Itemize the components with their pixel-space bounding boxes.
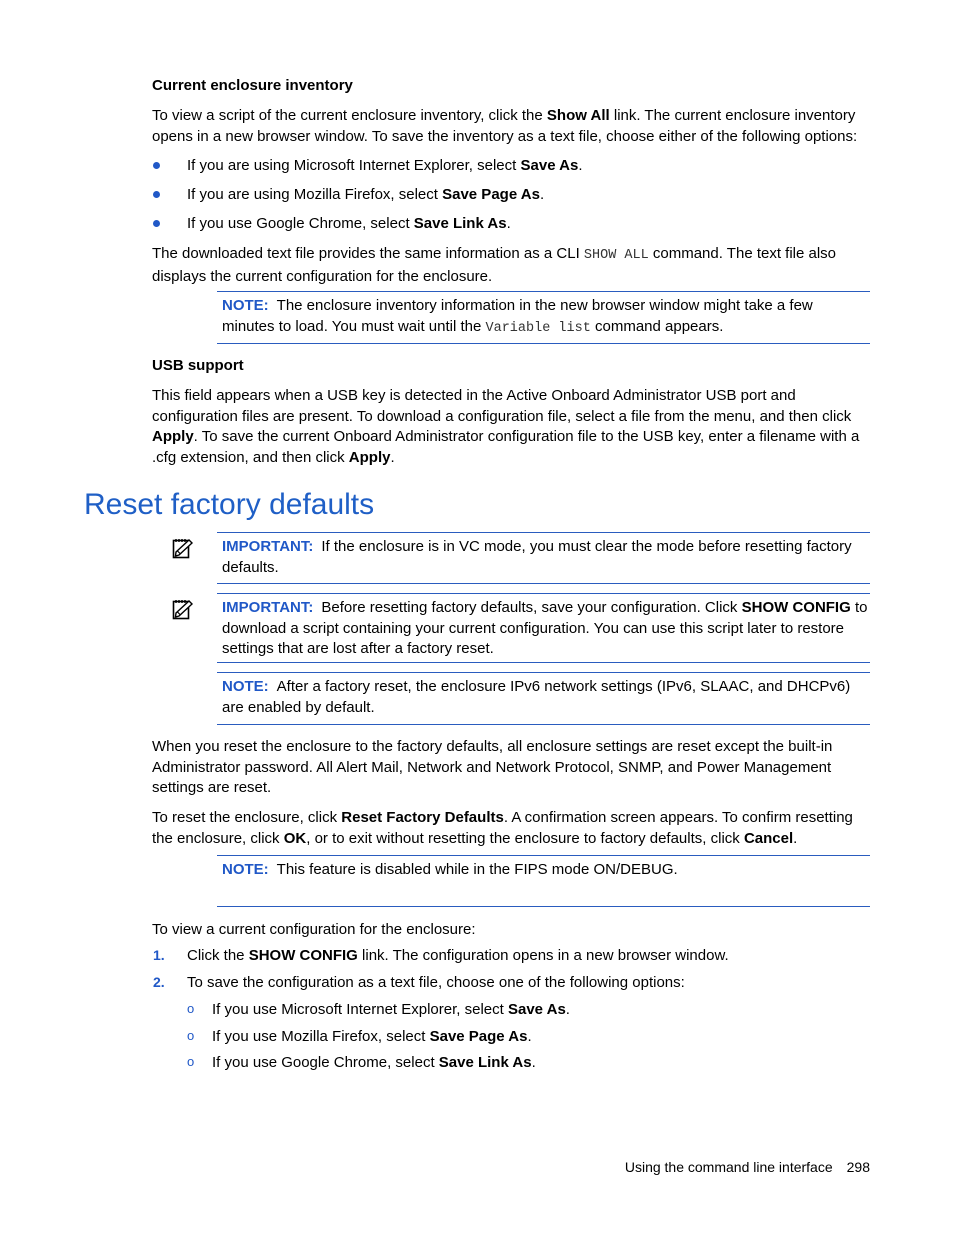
footer-text: Using the command line interface [624, 1159, 833, 1175]
ok-term: OK [283, 829, 307, 847]
note-label: NOTE: [222, 297, 269, 314]
section-heading-usb: USB support [152, 357, 244, 374]
cancel-term: Cancel [743, 829, 794, 847]
step-item: To save the configuration as a text file, choose one of the following options: [187, 974, 685, 991]
note-ipv6: NOTE: After a factory reset, the enclosure IPv6 network settings (IPv6, SLAAC, and DHCPv6) are enabled by default. [222, 678, 851, 716]
list-item: If you are using Microsoft Internet Explorer, select Save As. [187, 157, 583, 174]
page-footer [625, 1159, 870, 1175]
note-rule-bottom [217, 906, 870, 907]
sub-bullet-marker: o [187, 1054, 195, 1069]
show-all-term: Show All [546, 107, 610, 124]
page-title: Reset factory defaults [84, 488, 375, 521]
bullet-dot [153, 191, 160, 198]
sub-list-item: If you use Mozilla Firefox, select Save Page As. [212, 1028, 532, 1045]
view-config-intro: To view a current configuration for the enclosure: [152, 921, 476, 938]
reset-factory-defaults-term: Reset Factory Defaults [341, 809, 504, 826]
important-rule-top [217, 593, 870, 594]
important-rule-top [217, 532, 870, 533]
important-icon [172, 598, 194, 620]
reset-paragraph-2: To reset the enclosure, click Reset Factory Defaults. A confirmation screen appears. To confirm resetting the enclosure, click OK, or to exit without resetting the enclosure to factory defaults, click Cancel. [152, 809, 853, 847]
note-rule-bottom [217, 724, 870, 725]
important-rule-bottom [217, 662, 870, 663]
important-save-config: IMPORTANT: Before resetting factory defaults, save your configuration. Click SHOW CONFIG to download a script containing your current configuration. You can use this script later to restore settings that are lost after a factory reset. [222, 599, 868, 658]
variable-list-command: Variable list [485, 320, 591, 336]
step-item: Click the SHOW CONFIG link. The configuration opens in a new browser window. [187, 947, 729, 964]
sub-list-item: If you use Google Chrome, select Save Link As. [212, 1054, 536, 1071]
note-rule-top [217, 672, 870, 673]
list-item: If you are using Mozilla Firefox, select Save Page As. [187, 186, 545, 203]
note-inventory: NOTE: The enclosure inventory information in the new browser window might take a few minutes to load. You must wait until the Variable list command appears. [222, 297, 813, 336]
apply-term: Apply [152, 428, 194, 446]
inventory-download-paragraph: The downloaded text file provides the same information as a CLI SHOW ALL command. The text file also displays the current configuration for the enclosure. [152, 245, 837, 285]
step-number: 2. [153, 974, 165, 990]
bullet-dot [153, 162, 160, 169]
note-fips: NOTE: This feature is disabled while in the FIPS mode ON/DEBUG. [222, 861, 678, 878]
usb-paragraph: This field appears when a USB key is detected in the Active Onboard Administrator USB port and configuration files are present. To download a configuration file, select a file from the menu, and then click Apply. To save the current Onboard Administrator configuration file to the USB key, enter a filename with a .cfg extension, and then click Apply. [152, 387, 860, 466]
inventory-intro-text-1: To view a script of the current enclosure inventory, click the [152, 107, 547, 124]
important-rule-bottom [217, 583, 870, 584]
show-all-command: SHOW ALL [583, 248, 649, 263]
sub-bullet-marker: o [187, 1001, 195, 1016]
note-label: NOTE: [222, 678, 269, 695]
important-icon [172, 537, 194, 559]
note-rule-top [217, 291, 870, 292]
important-label: IMPORTANT: [222, 599, 314, 616]
inventory-intro-text-2: link. The current enclosure inventory opens in a new browser window. To save the inventory as a text file, choose either of the following options: [152, 107, 858, 145]
important-vc-mode: IMPORTANT: If the enclosure is in VC mode, you must clear the mode before resetting factory defaults. [222, 538, 852, 576]
section-heading-inventory: Current enclosure inventory [152, 77, 353, 94]
note-rule-bottom [217, 343, 870, 344]
sub-list-item: If you use Microsoft Internet Explorer, select Save As. [212, 1001, 570, 1018]
list-item: If you use Google Chrome, select Save Link As. [187, 215, 511, 232]
important-label: IMPORTANT: [222, 538, 314, 555]
apply-term: Apply [348, 448, 391, 466]
inventory-intro [152, 106, 872, 147]
reset-paragraph-1: When you reset the enclosure to the factory defaults, all enclosure settings are reset except the built-in Administrator password. All Alert Mail, Network and Network Protocol, SNMP, and Power Management settings are reset. [152, 738, 833, 797]
step-number: 1. [153, 947, 165, 963]
bullet-dot [153, 220, 160, 227]
page-number: 298 [846, 1159, 870, 1175]
note-label: NOTE: [222, 861, 269, 878]
show-config-term: SHOW CONFIG [741, 599, 851, 616]
sub-bullet-marker: o [187, 1028, 195, 1043]
note-rule-top [217, 855, 870, 856]
